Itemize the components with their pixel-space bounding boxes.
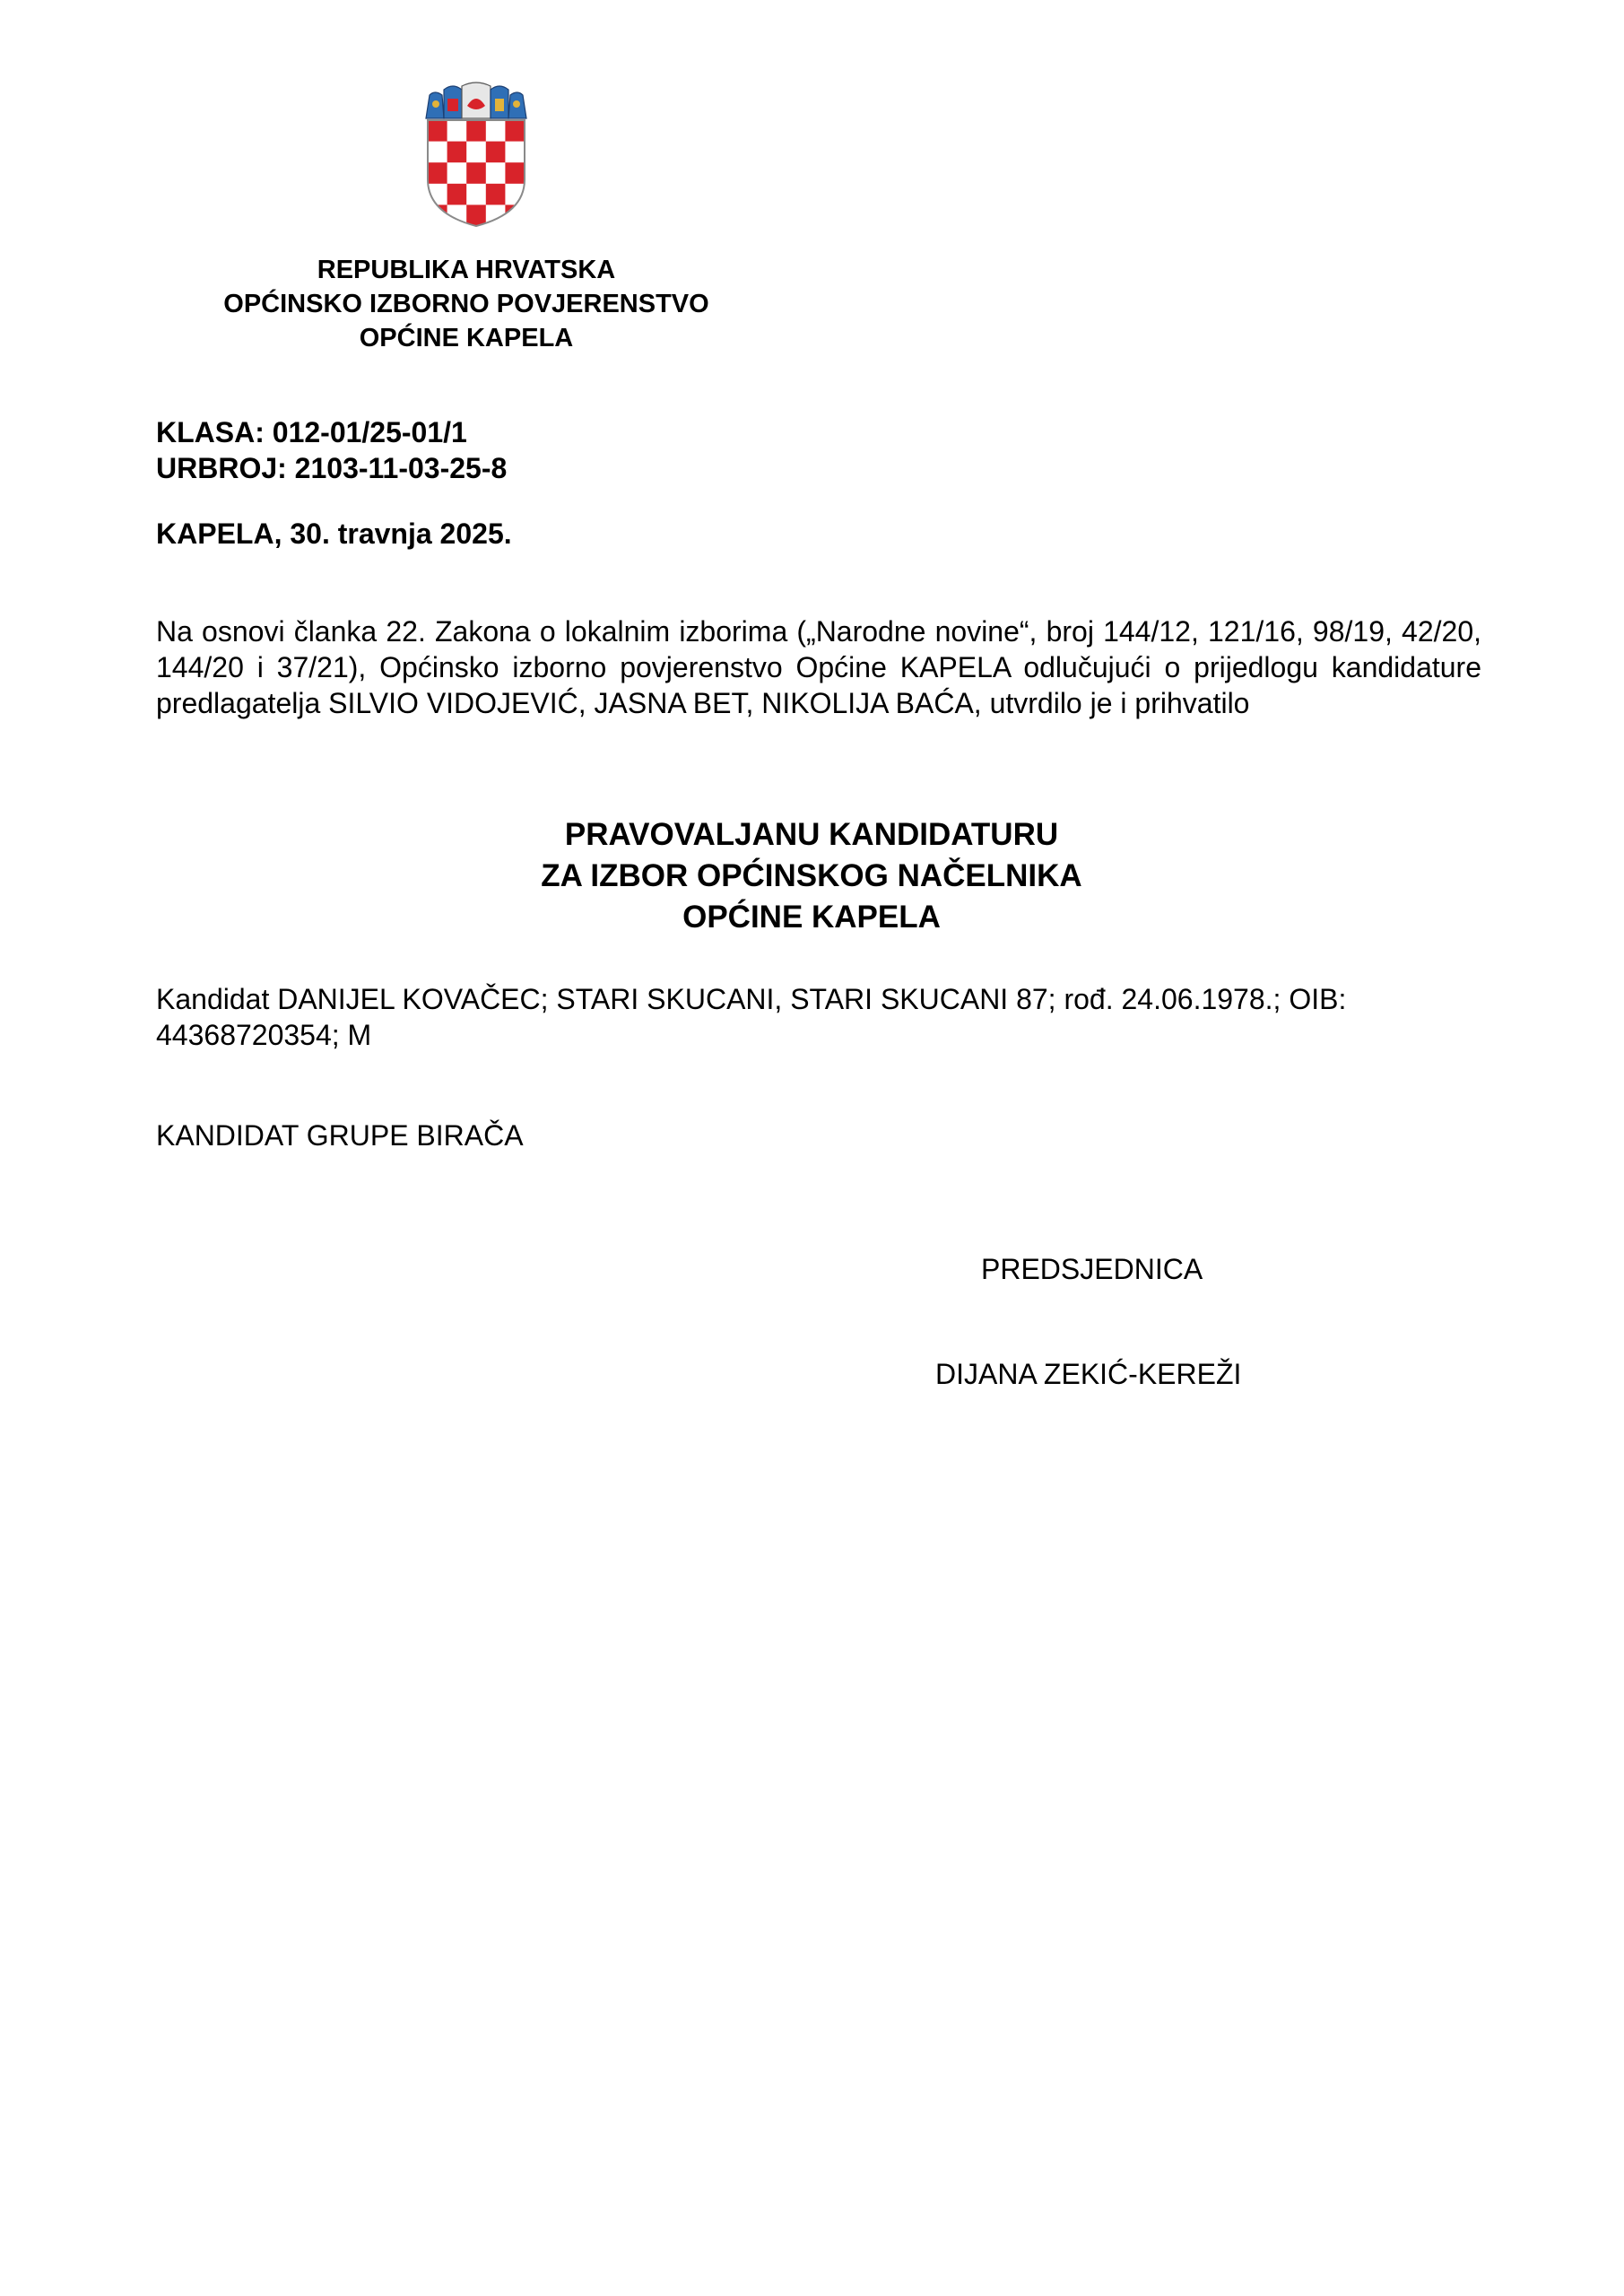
checkerboard-shield — [428, 120, 525, 228]
voter-group-label: KANDIDAT GRUPE BIRAČA — [156, 1119, 524, 1152]
klasa: KLASA: 012-01/25-01/1 — [156, 416, 467, 448]
place-date: KAPELA, 30. travnja 2025. — [156, 517, 512, 550]
header-country: REPUBLIKA HRVATSKA — [317, 256, 616, 284]
decision-title-line-2: ZA IZBOR OPĆINSKOG NAČELNIKA — [541, 858, 1082, 893]
croatian-coat-of-arms-icon — [419, 79, 534, 230]
candidate-line-2: 44368720354; M — [156, 1019, 372, 1051]
candidate-details — [156, 981, 1483, 1053]
decision-title — [359, 814, 1264, 938]
decision-title-line-1: PRAVOVALJANU KANDIDATURU — [564, 817, 1059, 852]
header-municipality: OPĆINE KAPELA — [359, 324, 574, 352]
urbroj: URBROJ: 2103-11-03-25-8 — [156, 452, 508, 484]
signature-name: DIJANA ZEKIĆ-KEREŽI — [935, 1358, 1242, 1390]
crown — [426, 83, 526, 118]
candidate-line-1: Kandidat DANIJEL KOVAČEC; STARI SKUCANI, STARI SKUCANI 87; rođ. 24.06.1978.; OIB: — [156, 983, 1347, 1015]
preamble-paragraph: Na osnovi članka 22. Zakona o lokalnim izborima („Narodne novine“, broj 144/12, 121/16, 98/19, 42/20, 144/20 i 37/21), Općinsko izborno povjerenstvo Općine KAPELA odlučujući o prijedlogu kandidature predlagatelja SILVIO VIDOJEVIĆ, JASNA BET, NIKOLIJA BAĆA, utvrdilo je i prihvatilo — [156, 615, 1481, 719]
header-commission: OPĆINSKO IZBORNO POVJERENSTVO — [223, 290, 709, 318]
decision-title-line-3: OPĆINE KAPELA — [682, 900, 941, 935]
reference-numbers — [156, 414, 507, 486]
issuer-header — [197, 253, 735, 355]
signature-title: PREDSJEDNICA — [981, 1253, 1203, 1285]
